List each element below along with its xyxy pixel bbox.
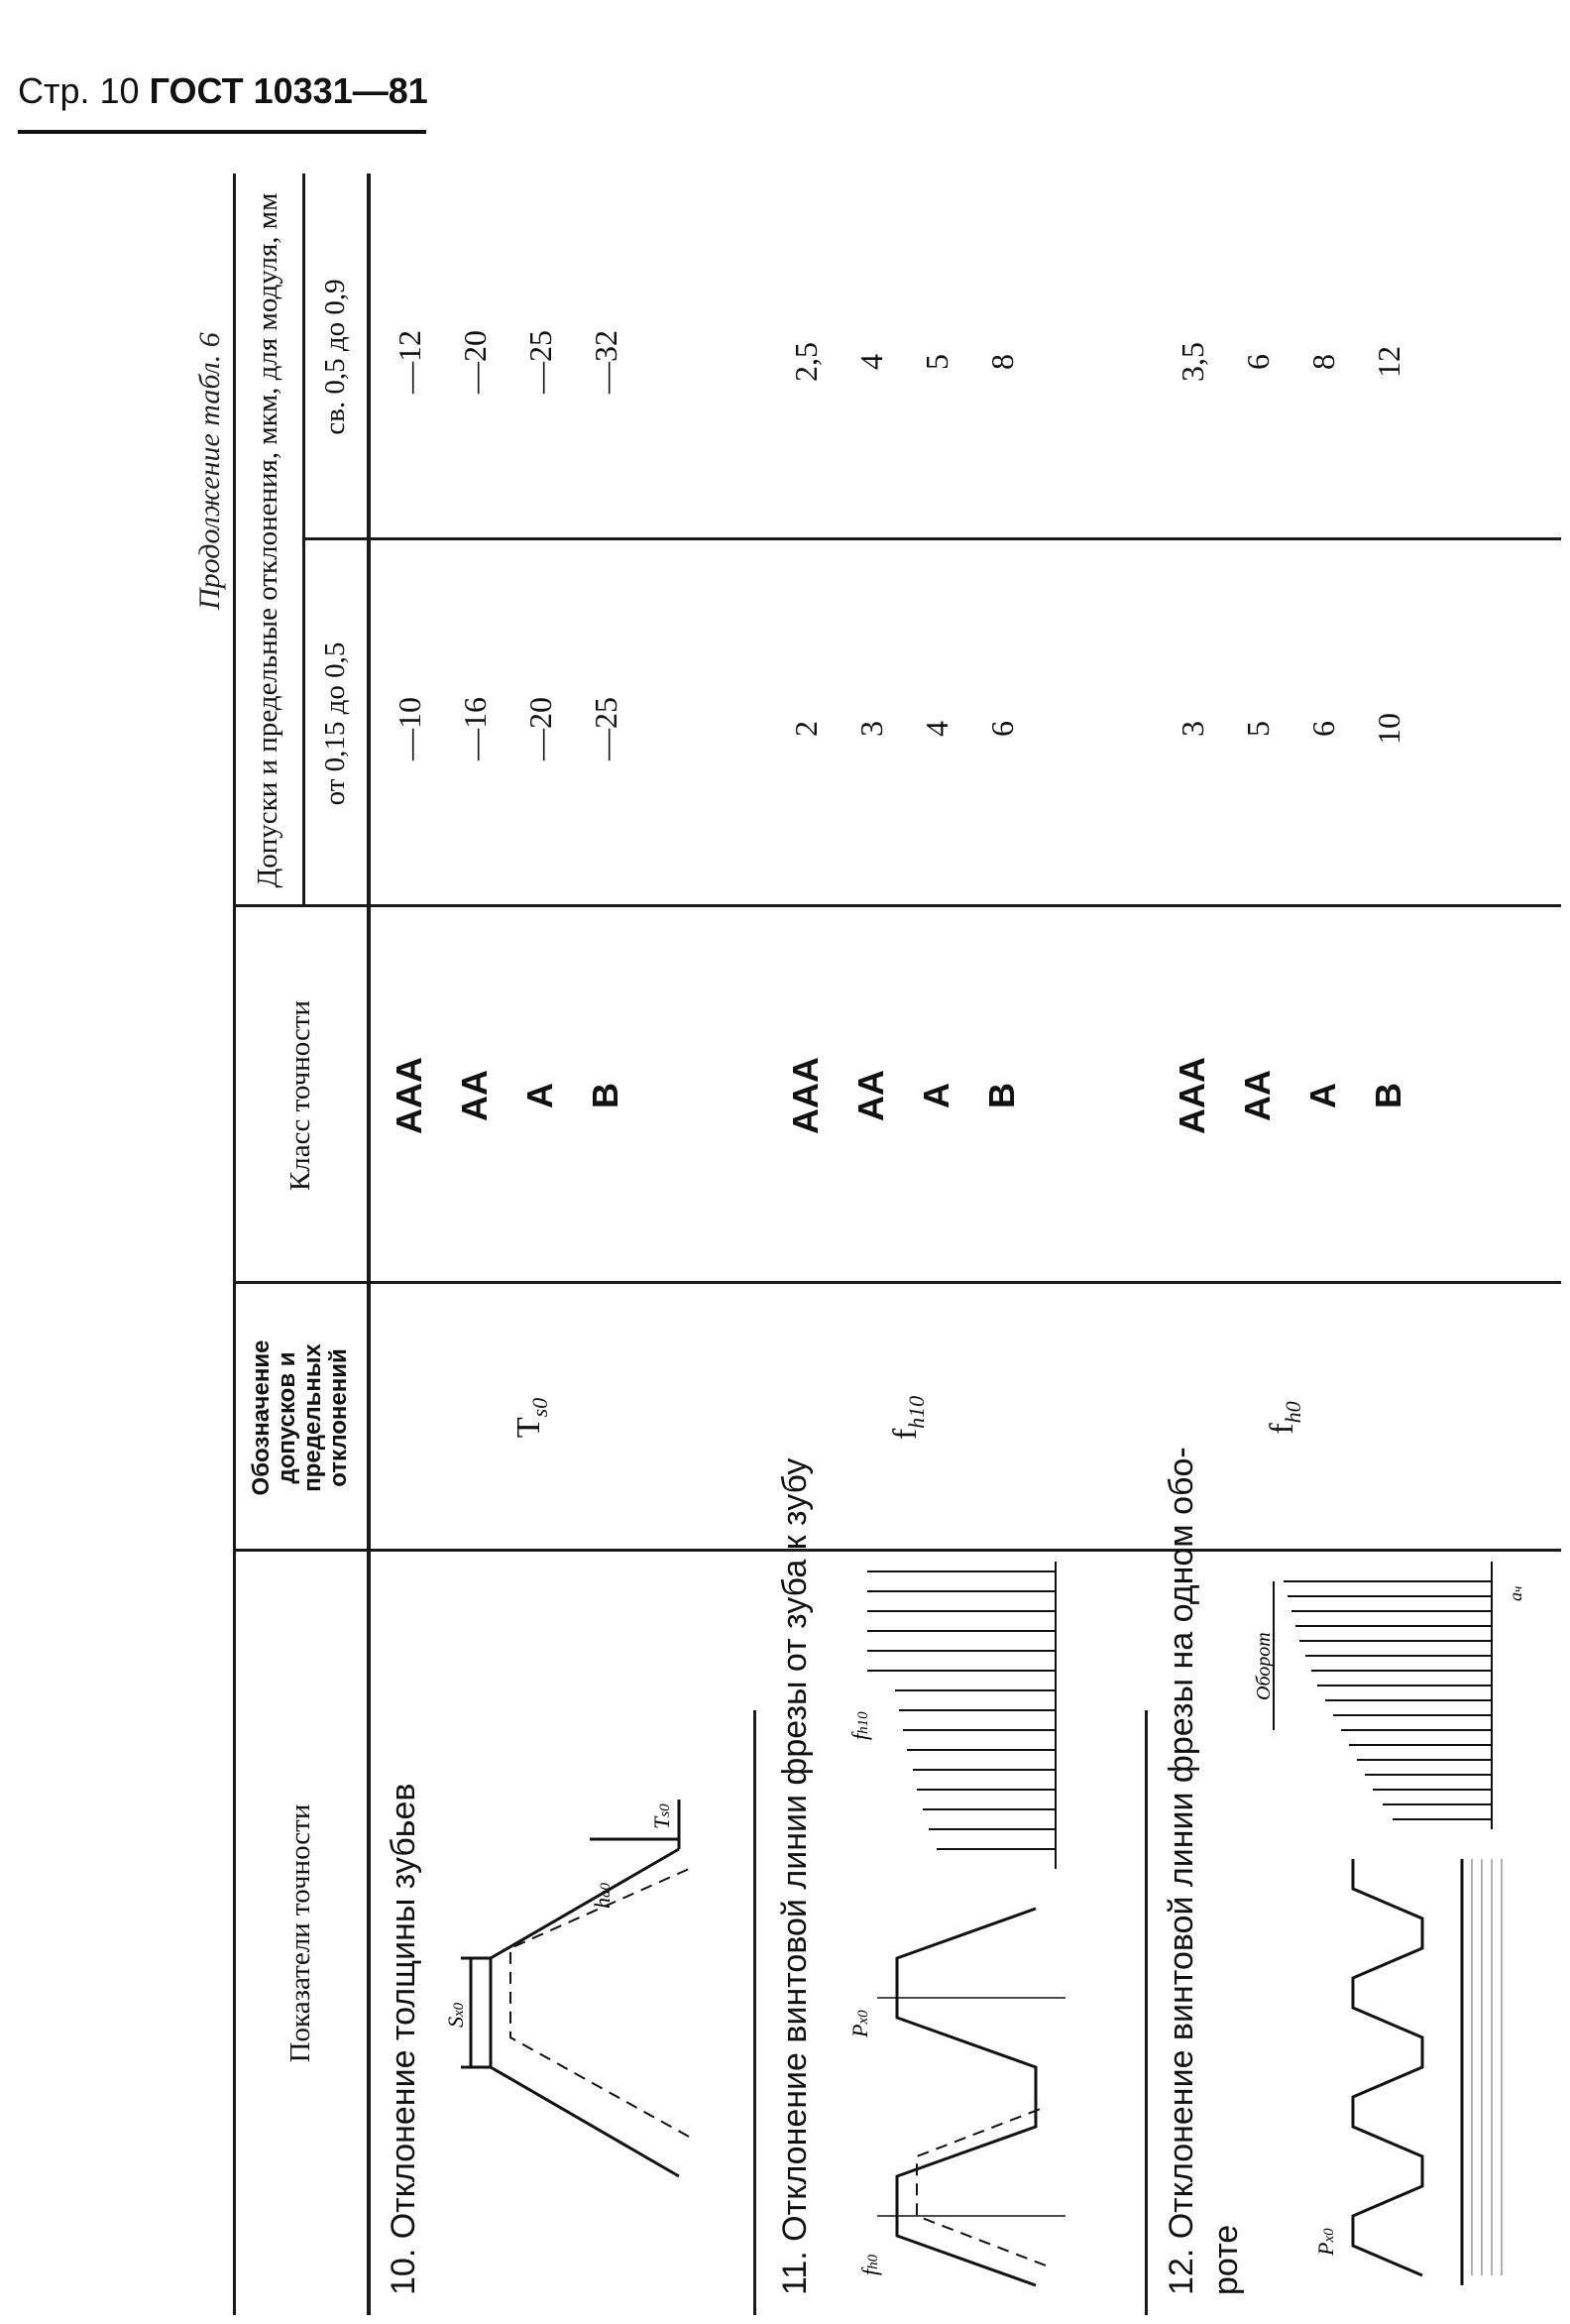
svg-text:Sx0: Sx0 bbox=[443, 2002, 468, 2028]
svg-text:ha0: ha0 bbox=[590, 1883, 615, 1909]
header-indicators: Показатели точности bbox=[283, 1803, 316, 2063]
row11-value-mod1-3: 6 bbox=[984, 721, 1020, 737]
row-sep-11-12 bbox=[1145, 1710, 1148, 2315]
row11-symbol: $f_{h10}$ bbox=[887, 1395, 929, 1441]
col-sep-sub bbox=[302, 537, 1561, 540]
row12-value-mod1-3: 10 bbox=[1371, 713, 1406, 745]
svg-text:Оборот: Оборот bbox=[1253, 1632, 1275, 1700]
row11-value-mod1-1: 3 bbox=[853, 721, 889, 737]
row12-class-2: A bbox=[1302, 1083, 1343, 1108]
row12-title-line1: 12. Отклонение винтовой линии фрезы на одном обо- bbox=[1163, 1447, 1200, 2295]
row12-value-mod1-2: 6 bbox=[1305, 721, 1341, 737]
row11-value-mod1-0: 2 bbox=[788, 721, 824, 737]
header-tolerances: Допуски и предельные отклонения, мкм, для модуля, мм bbox=[252, 192, 283, 888]
row12-value-mod2-2: 8 bbox=[1305, 354, 1341, 370]
row10-class-3: B bbox=[585, 1083, 625, 1108]
tooth-thickness-figure bbox=[443, 1780, 724, 2196]
fig10-s-label: S bbox=[443, 2017, 468, 2028]
helix-turn-figure bbox=[1254, 1562, 1536, 2295]
row10-class-2: A bbox=[519, 1083, 560, 1108]
row12-value-mod2-1: 6 bbox=[1240, 354, 1276, 370]
svg-text:fh0: fh0 bbox=[857, 2254, 882, 2275]
row11-class-2: A bbox=[916, 1083, 956, 1108]
header-accuracy-class: Класс точности bbox=[283, 999, 316, 1192]
header-designation: Обозначение допусков и предельных отклонений bbox=[247, 1339, 352, 1496]
header-module-2: св. 0,5 до 0,9 bbox=[318, 279, 351, 435]
row11-value-mod2-1: 4 bbox=[853, 354, 889, 370]
row12-class-1: AA bbox=[1237, 1070, 1278, 1121]
row10-value-mod2-0: —12 bbox=[392, 330, 427, 394]
row10-class-0: AAA bbox=[389, 1057, 429, 1134]
row12-class-3: B bbox=[1368, 1083, 1408, 1108]
row10-value-mod2-2: —25 bbox=[522, 330, 558, 394]
row10-class-1: AA bbox=[454, 1070, 495, 1121]
page-header bbox=[18, 67, 428, 115]
header-bottom-border bbox=[367, 174, 371, 2315]
row11-class-1: AA bbox=[850, 1070, 891, 1121]
row11-class-0: AAA bbox=[785, 1057, 826, 1134]
svg-text:Px0: Px0 bbox=[1313, 2228, 1338, 2256]
row11-value-mod2-3: 8 bbox=[984, 354, 1020, 370]
col-sep-ind-desig bbox=[233, 1549, 1561, 1552]
row12-class-0: AAA bbox=[1172, 1057, 1212, 1134]
row-sep-10-11 bbox=[753, 1710, 756, 2315]
row10-symbol: $T_{s0}$ bbox=[510, 1397, 552, 1439]
svg-text:Px0: Px0 bbox=[847, 2010, 872, 2037]
svg-text:Ts0: Ts0 bbox=[649, 1803, 674, 1829]
row10-value-mod1-1: —16 bbox=[457, 697, 493, 760]
row10-title: 10. Отклонение толщины зубьев bbox=[385, 1783, 422, 2295]
row10-value-mod2-1: —20 bbox=[457, 330, 493, 394]
row10-value-mod1-0: —10 bbox=[392, 697, 427, 760]
row10-value-mod2-3: —32 bbox=[588, 330, 623, 394]
col-sep-class-tol-lower bbox=[1105, 904, 1561, 907]
col-sep-desig-class-lower bbox=[1105, 1281, 1561, 1284]
rotated-table bbox=[193, 174, 1561, 2315]
svg-text:aч: aч bbox=[1506, 1585, 1525, 1601]
row12-value-mod2-3: 12 bbox=[1371, 346, 1406, 378]
row12-title-line2: роте bbox=[1207, 2224, 1245, 2295]
row11-value-mod2-2: 5 bbox=[919, 354, 954, 370]
row10-value-mod1-3: —25 bbox=[588, 697, 623, 760]
header-rule bbox=[18, 130, 426, 134]
row10-value-mod1-2: —20 bbox=[522, 697, 558, 760]
svg-text:fh10: fh10 bbox=[847, 1711, 872, 1740]
row11-value-mod2-0: 2,5 bbox=[788, 342, 824, 382]
helix-tooth-figure bbox=[838, 1562, 1080, 2295]
row12-value-mod2-0: 3,5 bbox=[1175, 342, 1210, 382]
header-module-1: от 0,15 до 0,5 bbox=[318, 641, 351, 806]
row11-value-mod1-2: 4 bbox=[919, 721, 954, 737]
row12-value-mod1-0: 3 bbox=[1175, 721, 1210, 737]
row12-symbol: $f_{h0}$ bbox=[1264, 1401, 1305, 1435]
page-number: Стр. 10 bbox=[18, 70, 140, 111]
document-code: ГОСТ 10331—81 bbox=[149, 70, 428, 111]
row11-class-3: B bbox=[981, 1083, 1022, 1108]
row12-value-mod1-1: 5 bbox=[1240, 721, 1276, 737]
row11-title: 11. Отклонение винтовой линии фрезы от зуба к зубу bbox=[776, 1457, 814, 2295]
continuation-note: Продолжение табл. 6 bbox=[193, 332, 226, 610]
